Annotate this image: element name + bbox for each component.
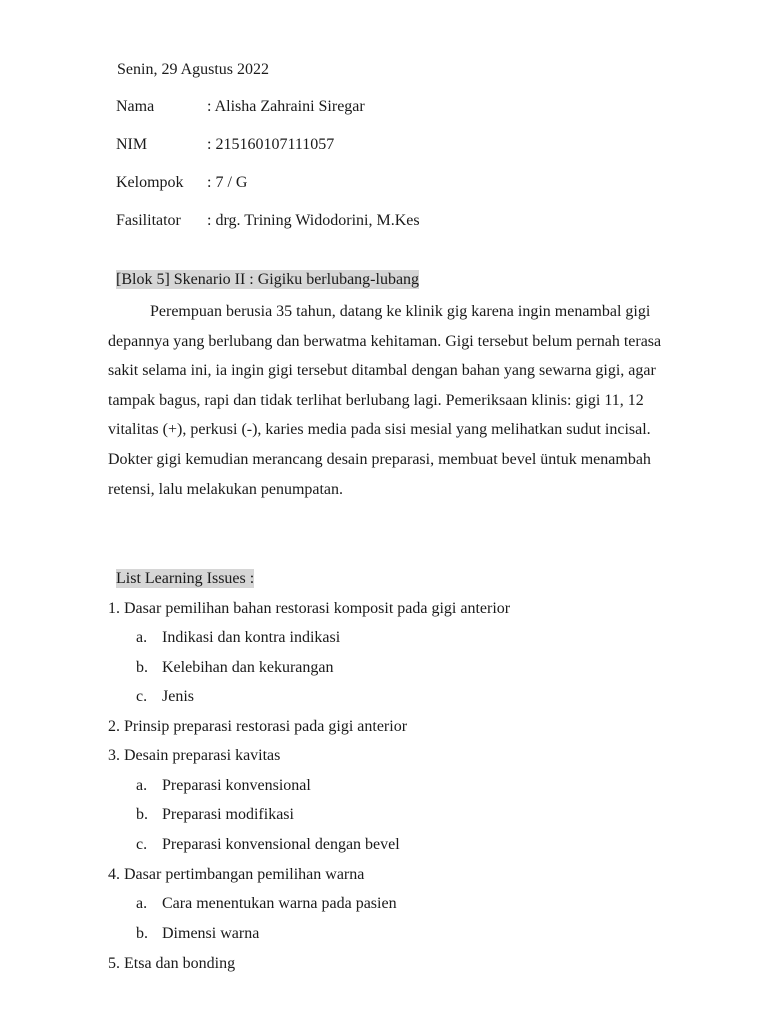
sub-text: Kelebihan dan kekurangan	[162, 659, 334, 676]
sub-letter: b.	[136, 925, 148, 942]
learning-issue-3a	[136, 775, 311, 797]
info-value: : 215160107111057	[207, 136, 335, 153]
sub-letter: c.	[136, 836, 148, 853]
sub-letter: b.	[136, 659, 148, 676]
sub-text: Jenis	[162, 688, 194, 705]
learning-issue-3b	[136, 804, 294, 826]
sub-text: Dimensi warna	[162, 925, 260, 942]
info-label: Fasilitator	[116, 212, 181, 229]
scenario-title-text: [Blok 5] Skenario II : Gigiku berlubang-lubang	[116, 271, 420, 288]
learning-issue-2: 2. Prinsip preparasi restorasi pada gigi anterior	[108, 718, 408, 735]
sub-letter: b.	[136, 806, 148, 823]
learning-issues-title-text: List Learning Issues :	[116, 570, 255, 587]
scenario-body: Perempuan berusia 35 tahun, datang ke klinik gig karena ingin menambal gigi depannya yang berlubang dan berwatma kehitaman. Gigi tersebut belum pernah terasa sakit selama ini, ia ingin gigi tersebut ditambal dengan bahan yang sewarna gigi, agar tampak bagus, rapi dan tidak terlihat berlubang lagi. Pemeriksaan klinis: gigi 11, 12 vitalitas (+), perkusi (-), karies media pada sisi mesial yang melihatkan sudut incisal. Dokter gigi kemudian merancang desain preparasi, membuat bevel üntuk menambah retensi, lalu melakukan penumpatan.	[108, 303, 662, 498]
info-value: : Alisha Zahraini Siregar	[207, 98, 365, 115]
learning-issue-1c	[136, 686, 194, 708]
info-row-nama	[116, 96, 365, 118]
info-label: Nama	[116, 98, 155, 115]
info-label: NIM	[116, 136, 148, 153]
info-row-fasilitator	[116, 210, 420, 232]
info-row-nim	[116, 134, 334, 156]
learning-issue-4: 4. Dasar pertimbangan pemilihan warna	[108, 866, 365, 883]
learning-issue-3: 3. Desain preparasi kavitas	[108, 747, 281, 764]
scenario-title	[116, 269, 419, 291]
info-value: : 7 / G	[207, 174, 248, 191]
info-value: : drg. Trining Widodorini, M.Kes	[207, 212, 420, 229]
sub-text: Preparasi modifikasi	[162, 806, 294, 823]
sub-text: Preparasi konvensional	[162, 777, 311, 794]
learning-issue-3c	[136, 834, 400, 856]
learning-issue-1a	[136, 627, 340, 649]
learning-issue-5: 5. Etsa dan bonding	[108, 955, 236, 972]
learning-issue-4a	[136, 893, 397, 915]
learning-issues-title	[116, 568, 254, 590]
sub-letter: c.	[136, 688, 148, 705]
sub-text: Indikasi dan kontra indikasi	[162, 629, 341, 646]
sub-letter: a.	[136, 629, 148, 646]
document-date: Senin, 29 Agustus 2022	[117, 61, 270, 78]
info-row-kelompok	[116, 172, 247, 194]
sub-letter: a.	[136, 895, 148, 912]
learning-issue-1b	[136, 657, 333, 679]
sub-text: Cara menentukan warna pada pasien	[162, 895, 397, 912]
learning-issue-1: 1. Dasar pemilihan bahan restorasi komposit pada gigi anterior	[108, 600, 511, 617]
learning-issue-4b	[136, 923, 259, 945]
info-label: Kelompok	[116, 174, 184, 191]
sub-text: Preparasi konvensional dengan bevel	[162, 836, 400, 853]
sub-letter: a.	[136, 777, 148, 794]
